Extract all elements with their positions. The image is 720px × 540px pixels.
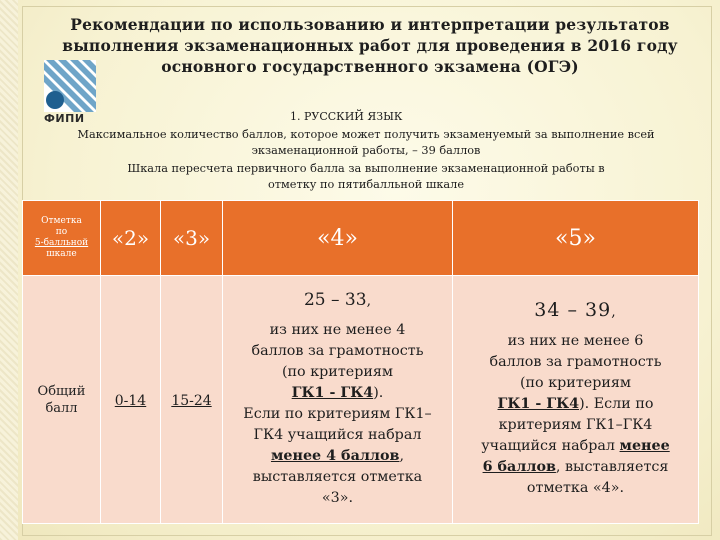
score-grade-2 bbox=[101, 276, 161, 524]
score-range-4 bbox=[223, 290, 452, 312]
header-label-cell bbox=[23, 201, 101, 276]
grade-5-note-text: учащийся набрал bbox=[481, 438, 620, 454]
grade-4-note-line bbox=[223, 446, 452, 467]
header-label-line: Отметка bbox=[41, 216, 82, 226]
header-label-line: по bbox=[55, 227, 68, 237]
threshold-link-4[interactable]: менее 4 баллов bbox=[270, 448, 400, 464]
decorative-left-border bbox=[0, 0, 18, 540]
criteria-link-5[interactable]: ГК1 - ГК4 bbox=[497, 396, 580, 412]
grade-5-note-line bbox=[453, 436, 698, 457]
table-score-row bbox=[23, 276, 699, 524]
score-grade-3 bbox=[161, 276, 223, 524]
score-range-4-comma: , bbox=[366, 293, 372, 309]
grade-5-note-line: (по критериям bbox=[519, 375, 632, 391]
criteria-link-4[interactable]: ГК1 - ГК4 bbox=[291, 385, 374, 401]
grade-5-note-line: из них не менее 6 bbox=[507, 333, 644, 349]
grade-5-note-line: критериям ГК1–ГК4 bbox=[498, 417, 653, 433]
fipi-logo-icon bbox=[44, 60, 96, 112]
grade-4-note-line bbox=[223, 383, 452, 404]
title-line-3: основного государственного экзамена (ОГЭ) bbox=[161, 57, 579, 76]
grade-4-note-line: из них не менее 4 bbox=[269, 322, 406, 338]
scale-title bbox=[36, 161, 696, 193]
row-label-line: балл bbox=[45, 400, 78, 416]
grade-5-note-line: баллов за грамотность bbox=[489, 354, 662, 370]
score-range-5-value: 34 – 39 bbox=[534, 299, 612, 321]
grade-2-header bbox=[101, 201, 161, 276]
grade-5-note-text: , выставляется bbox=[555, 459, 669, 475]
grade-4-note-text: ). bbox=[373, 385, 384, 401]
grade-3-label: «3» bbox=[172, 226, 211, 250]
grade-4-label: «4» bbox=[317, 225, 358, 251]
grade-5-note-line: отметка «4». bbox=[526, 480, 625, 496]
grade-4-note-line: «3». bbox=[321, 490, 354, 506]
grade-conversion-table bbox=[22, 200, 699, 524]
title-line-2: выполнения экзаменационных работ для проведения в 2016 году bbox=[62, 36, 678, 55]
grade-5-note-text: ). Если по bbox=[579, 396, 654, 412]
grade-4-note-text: , bbox=[399, 448, 405, 464]
grade-5-note-line bbox=[453, 457, 698, 478]
grade-3-header bbox=[161, 201, 223, 276]
score-grade-5 bbox=[453, 276, 699, 524]
header-label-line: 5-балльной bbox=[34, 238, 89, 248]
subject-heading: 1. РУССКИЙ ЯЗЫК bbox=[290, 110, 403, 123]
header-label-line: шкале bbox=[46, 249, 77, 259]
max-score-text bbox=[36, 127, 696, 159]
max-score-line-1: Максимальное количество баллов, которое может получить экзаменуемый за выполнение всей bbox=[77, 128, 655, 141]
score-range-3: 15-24 bbox=[171, 393, 212, 409]
page-title bbox=[40, 14, 700, 77]
grade-4-note-line: баллов за грамотность bbox=[251, 343, 424, 359]
grade-4-note-line: (по критериям bbox=[281, 364, 394, 380]
grade-5-label: «5» bbox=[555, 225, 596, 251]
grade-4-note-line: выставляется отметка bbox=[252, 469, 423, 485]
grade-4-header bbox=[223, 201, 453, 276]
grade-4-note-line: Если по критериям ГК1– bbox=[243, 406, 432, 422]
score-grade-4 bbox=[223, 276, 453, 524]
grade-5-header bbox=[453, 201, 699, 276]
grade-2-label: «2» bbox=[111, 226, 150, 250]
threshold-link-5b[interactable]: 6 баллов bbox=[482, 459, 556, 475]
score-range-4-value: 25 – 33 bbox=[303, 290, 367, 310]
grade-4-note-line: ГК4 учащийся набрал bbox=[253, 427, 422, 443]
row-label bbox=[23, 383, 100, 417]
scale-title-line-1: Шкала пересчета первичного балла за выполнение экзаменационной работы в bbox=[127, 162, 605, 175]
row-label-line: Общий bbox=[37, 383, 86, 399]
row-label-cell bbox=[23, 276, 101, 524]
max-score-line-2: экзаменационной работы, – 39 баллов bbox=[251, 144, 481, 157]
grade-5-note-line bbox=[453, 394, 698, 415]
table-header-row bbox=[23, 201, 699, 276]
title-line-1: Рекомендации по использованию и интерпретации результатов bbox=[70, 15, 670, 34]
score-range-5 bbox=[453, 300, 698, 323]
score-range-2: 0-14 bbox=[114, 393, 147, 409]
scale-title-line-2: отметку по пятибалльной шкале bbox=[267, 178, 465, 191]
score-range-5-comma: , bbox=[611, 304, 617, 320]
threshold-link-5a[interactable]: менее bbox=[619, 438, 670, 454]
logo-caption: ФИПИ bbox=[44, 112, 85, 125]
